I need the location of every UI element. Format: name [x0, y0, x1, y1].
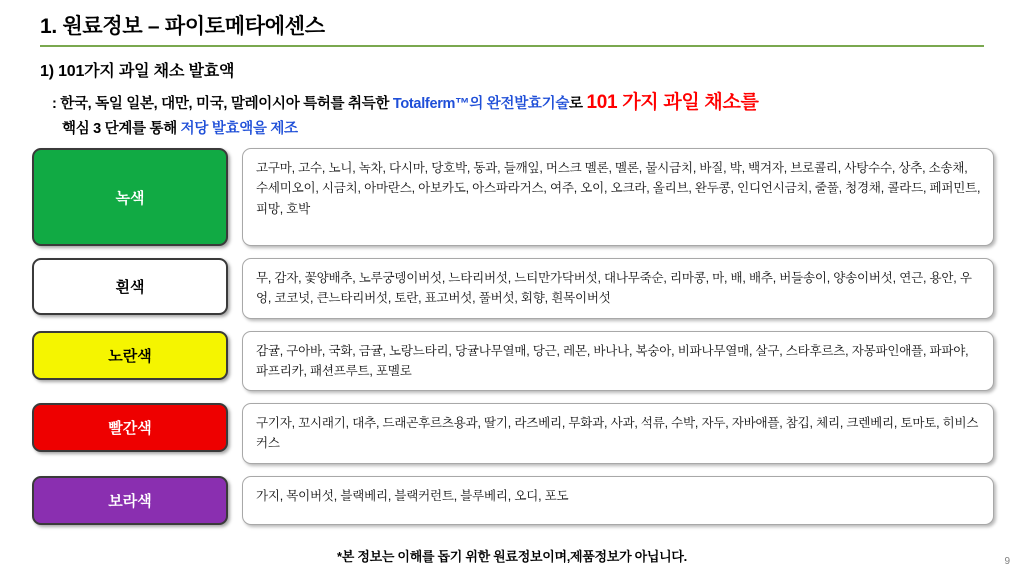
color-chip-label: 빨간색 [108, 420, 152, 437]
description-prefix: : 한국, 독일 일본, 대만, 미국, 말레이시아 특허를 취득한 [52, 96, 393, 112]
page-title: 1. 원료정보 – 파이토메타에센스 [40, 15, 325, 38]
color-chip-label: 보라색 [108, 492, 152, 510]
description-line-2 [52, 118, 992, 141]
description-highlight-blue-2: 저당 발효액을 제조 [180, 121, 298, 138]
description-highlight-red: 101 가지 과일 채소를 [586, 92, 759, 113]
color-chip-purple [32, 476, 228, 525]
ingredient-box-white: 무, 감자, 꽃양배추, 노루궁뎅이버섯, 느타리버섯, 느티만가닥버섯, 대나무죽순, 리마콩, 마, 배, 배추, 버들송이, 양송이버섯, 연근, 용안, 우엉, 코코넛, 큰느타리버섯, 토란, 표고버섯, 풀버섯, 회향, 흰목이버섯 [242, 258, 994, 319]
color-group-list [32, 148, 994, 537]
section-heading: 1) 101가지 과일 채소 발효액 [40, 63, 235, 80]
list-item [32, 331, 994, 392]
description-line2-prefix: 핵심 3 단계를 통해 [62, 121, 181, 138]
footnote: *본 정보는 이해를 돕기 위한 원료정보이며,제품정보가 아닙니다. [337, 549, 687, 564]
color-chip-green [32, 148, 228, 246]
ingredient-box-yellow: 감귤, 구아바, 국화, 금귤, 노랑느타리, 당귤나무열매, 당근, 레몬, 바나나, 복숭아, 비파나무열매, 살구, 스타후르츠, 자몽파인애플, 파파야, 파프리카, 패션프루트, 포멜로 [242, 331, 994, 392]
color-chip-red [32, 403, 228, 452]
list-item [32, 403, 994, 464]
list-item [32, 148, 994, 246]
color-chip-white [32, 258, 228, 315]
title-block [40, 14, 984, 47]
list-item [32, 476, 994, 525]
color-chip-label: 노란색 [108, 347, 152, 365]
color-chip-label: 흰색 [115, 279, 145, 296]
color-chip-yellow [32, 331, 228, 380]
ingredient-box-green: 고구마, 고수, 노니, 녹차, 다시마, 당호박, 동과, 들깨잎, 머스크 멜론, 멜론, 물시금치, 바질, 박, 백겨자, 브로콜리, 사탕수수, 상추, 소송채, 수세미오이, 시금치, 아마란스, 아보카도, 아스파라거스, 여주, 오이, 오크라, 올리브, 완두콩, 인디언시금치, 줄풀, 청경채, 콜라드, 페퍼민트, 피망, 호박 [242, 148, 994, 246]
page-number: 9 [1004, 556, 1010, 567]
description-block [52, 88, 992, 142]
color-chip-label: 녹색 [115, 189, 145, 207]
title-divider [40, 45, 984, 47]
ingredient-box-purple: 가지, 목이버섯, 블랙베리, 블랙커런트, 블루베리, 오디, 포도 [242, 476, 994, 525]
description-line-1 [52, 88, 992, 118]
description-highlight-blue-1: Totalferm™의 완전발효기술 [392, 96, 570, 112]
description-mid: 로 [569, 96, 587, 112]
ingredient-box-red: 구기자, 꼬시래기, 대추, 드래곤후르츠용과, 딸기, 라즈베리, 무화과, 사과, 석류, 수박, 자두, 자바애플, 참깁, 체리, 크렌베리, 토마토, 히비스커스 [242, 403, 994, 464]
list-item [32, 258, 994, 319]
